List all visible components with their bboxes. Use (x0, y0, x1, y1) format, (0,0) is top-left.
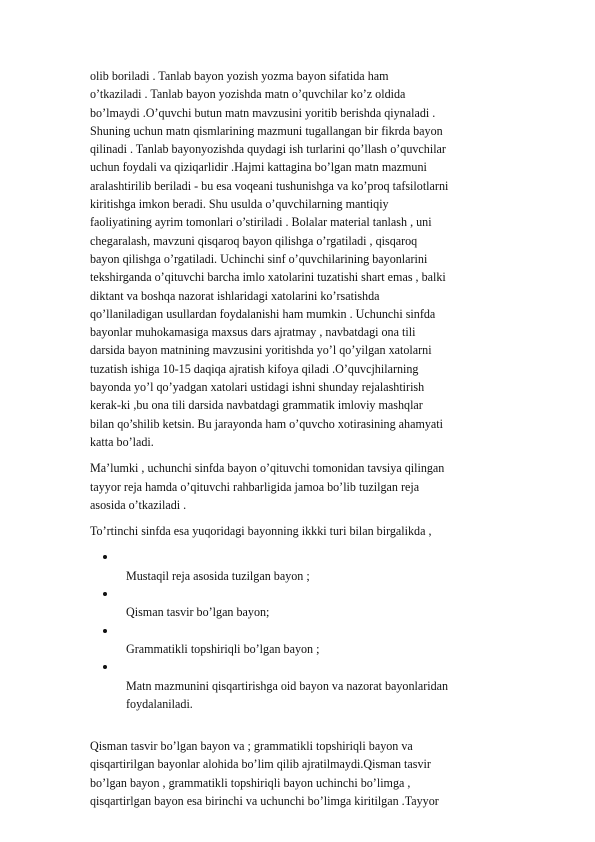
text-line: diktant va boshqa nazorat ishlaridagi xatolarini ko’rsatishda (90, 288, 380, 303)
text-line: Ma’lumki , uchunchi sinfda bayon o’qituvchi tomonidan tavsiya qilingan (90, 461, 445, 476)
text-line: qilinadi . Tanlab bayonyozishda quydagi ish turlarini qo’llash o’quvchilar (90, 142, 446, 157)
bullet-icon (103, 629, 107, 633)
document-page (90, 67, 490, 810)
bullet-list (90, 548, 490, 713)
text-line: kerak-ki ,bu ona tili darsida navbatdagi grammatik imloviy mashqlar (90, 398, 423, 413)
paragraph-gap (90, 713, 490, 737)
list-item-text: foydalaniladi. (126, 696, 193, 711)
text-line: qisqartirlgan bayon esa birinchi va uchunchi bo’limga kiritilgan .Tayyor (90, 793, 439, 808)
list-item-text: Grammatikli topshiriqli bo’lgan bayon ; (126, 641, 320, 656)
list-item (90, 658, 490, 713)
text-line: o’tkaziladi . Tanlab bayon yozishda matn o’quvchilar ko’z oldida (90, 87, 406, 102)
text-line: aralashtirilib beriladi - bu esa voqeani tushunishga va ko’proq tafsilotlarni (90, 178, 449, 193)
bullet-icon (103, 665, 107, 669)
paragraph-gap (90, 451, 490, 459)
text-line: tayyor reja hamda o’qituvchi rahbarligida jamoa bo’lib tuzilgan reja (90, 479, 420, 494)
list-item (90, 585, 490, 622)
text-line: darsida bayon matnining mavzusini yoritishda yo’l qo’yilgan xatolarni (90, 343, 432, 358)
paragraph-gap (90, 514, 490, 522)
text-line: To’rtinchi sinfda esa yuqoridagi bayonning ikkki turi bilan birgalikda , (90, 524, 432, 539)
text-line: Qisman tasvir bo’lgan bayon va ; grammatikli topshiriqli bayon va (90, 739, 413, 754)
text-line: kiritishga imkon beradi. Shu usulda o’quvchilarning mantiqiy (90, 197, 389, 212)
text-line: chegaralash, mavzuni qisqaroq bayon qilishga o’rgatiladi , qisqaroq (90, 233, 418, 248)
text-line: bayonda yo’l qo’yadgan xatolari ustidagi ishni shunday rejalashtirish (90, 380, 425, 395)
paragraph-4 (90, 737, 490, 810)
list-item-text: Qisman tasvir bo’lgan bayon; (126, 605, 270, 620)
text-line: tekshirganda o’qituvchi barcha imlo xatolarini tuzatishi shart emas , balki (90, 270, 446, 285)
text-line: uchun foydali va qiziqarlidir .Hajmi kattagina bo’lgan matn mazmuni (90, 160, 427, 175)
text-line: bo’lmaydi .O’quvchi butun matn mavzusini yoritib berishda qiynaladi . (90, 105, 436, 120)
text-line: bo’lgan bayon , grammatikli topshiriqli bayon uchinchi bo’limga , (90, 775, 411, 790)
text-line: faoliyatining ayrim tomonlari o’stiriladi . Bolalar material tanlash , uni (90, 215, 432, 230)
bullet-icon (103, 592, 107, 596)
list-item-text: Mustaqil reja asosida tuzilgan bayon ; (126, 568, 310, 583)
text-line: qisqartirilgan bayonlar alohida bo’lim qilib ajratilmaydi.Qisman tasvir (90, 757, 431, 772)
list-item (90, 622, 490, 659)
paragraph-1 (90, 67, 490, 451)
bullet-icon (103, 555, 107, 559)
text-line: asosida o’tkaziladi . (90, 497, 187, 512)
text-line: bilan qo’shilib ketsin. Bu jarayonda ham o’quvcho xotirasining ahamyati (90, 416, 444, 431)
text-line: olib boriladi . Tanlab bayon yozish yozma bayon sifatida ham (90, 69, 389, 83)
list-item (90, 548, 490, 585)
paragraph-gap (90, 540, 490, 548)
paragraph-2 (90, 459, 490, 514)
text-line: qo’llaniladigan usullardan foydalanishi ham mumkin . Uchunchi sinfda (90, 306, 436, 321)
text-line: tuzatish ishiga 10-15 daqiqa ajratish kifoya qiladi .O’quvcjhilarning (90, 361, 419, 376)
list-item-text: Matn mazmunini qisqartirishga oid bayon va nazorat bayonlaridan (126, 678, 449, 693)
text-line: bayonlar muhokamasiga maxsus dars ajratmay , navbatdagi ona tili (90, 325, 416, 340)
paragraph-3 (90, 522, 490, 540)
text-line: bayon qilishga o’rgatiladi. Uchinchi sinf o’quvchilarining bayonlarini (90, 251, 428, 266)
text-line: katta bo’ladi. (90, 434, 154, 449)
text-line: Shuning uchun matn qismlarining mazmuni tugallangan bir fikrda bayon (90, 123, 443, 138)
